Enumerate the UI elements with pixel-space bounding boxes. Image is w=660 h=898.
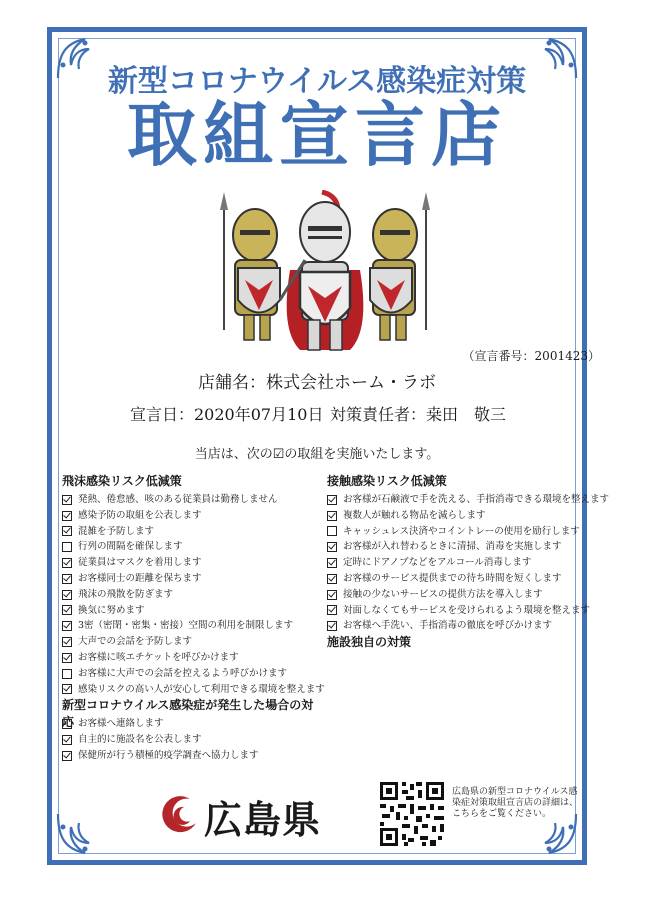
checklist-item xyxy=(62,666,317,682)
checklist-item xyxy=(62,634,317,650)
checklist-item-label: 自主的に施設名を公表します xyxy=(78,734,202,746)
checked-box-icon xyxy=(62,495,72,505)
checklist-item xyxy=(62,555,317,571)
contact-measures-list xyxy=(327,492,610,634)
checklist-item xyxy=(62,650,317,666)
checklist-item xyxy=(62,603,317,619)
checklist-item-label: 3密（密閉・密集・密接）空間の利用を制限します xyxy=(78,620,294,632)
checklist-item xyxy=(327,492,610,508)
checklist-item xyxy=(327,508,577,524)
qr-caption: 広島県の新型コロナウイルス感染症対策取組宣言店の詳細は、こちらをご覧ください。 xyxy=(452,787,579,819)
checked-box-icon xyxy=(62,605,72,615)
checked-box-icon xyxy=(62,511,72,521)
checklist-item xyxy=(62,748,317,764)
checklist-item-label: 接触の少ないサービスの提供方法を導入します xyxy=(343,588,543,600)
checklist-item xyxy=(62,539,317,555)
declaration-date: 宣言日：2020年07月10日 xyxy=(130,405,324,424)
checklist-item-label: お客様へ連絡します xyxy=(78,718,164,730)
checked-box-icon xyxy=(62,574,72,584)
qr-code[interactable] xyxy=(378,780,446,848)
checklist-item-label: 複数人が触れる物品を減らします xyxy=(343,509,486,521)
checklist-item-label: 感染予防の取組を公表します xyxy=(78,509,202,521)
unchecked-box-icon xyxy=(62,542,72,552)
section-heading: 新型コロナウイルス感染症が発生した場合の対応 xyxy=(62,698,314,730)
section-heading: 施設独自の対策 xyxy=(327,635,412,650)
knights-illustration xyxy=(210,190,440,360)
checklist-item-label: 換気に努めます xyxy=(78,604,145,616)
checked-box-icon xyxy=(62,653,72,663)
checked-box-icon xyxy=(62,621,72,631)
checklist-item xyxy=(327,555,577,571)
checklist-item xyxy=(62,571,317,587)
checked-box-icon xyxy=(62,590,72,600)
logo-text: 広島県 xyxy=(204,797,322,842)
checklist-item-label: キャッシュレス決済やコイントレーの使用を励行します xyxy=(343,525,580,537)
left-column xyxy=(62,473,325,764)
outbreak-measures-list xyxy=(62,716,317,763)
checked-box-icon xyxy=(62,751,72,761)
checklist-item-label: お客様同士の距離を保ちます xyxy=(78,572,202,584)
checked-box-icon xyxy=(327,574,337,584)
checked-box-icon xyxy=(327,605,337,615)
checklist-item-label: お客様へ手洗い、手指消毒の徹底を呼びかけます xyxy=(343,620,553,632)
unchecked-box-icon xyxy=(327,526,337,536)
checklist-item-label: お客様が石鹸液で手を洗える、手指消毒できる環境を整えます xyxy=(343,494,610,505)
droplet-measures-list xyxy=(62,492,325,697)
checklist-item-label: 定時にドアノブなどをアルコール消毒します xyxy=(343,557,532,569)
checklist-item-label: お客様に大声での会話を控えるよう呼びかけます xyxy=(78,667,288,679)
checklist-item-label: 感染リスクの高い人が安心して利用できる環境を整えます xyxy=(78,683,325,695)
checked-box-icon xyxy=(62,526,72,536)
checked-box-icon xyxy=(327,590,337,600)
checked-box-icon xyxy=(327,542,337,552)
checklist-item-label: 発熱、倦怠感、咳のある従業員は勤務しません xyxy=(78,494,278,505)
checklist-item xyxy=(327,618,577,634)
checklist-item xyxy=(327,524,580,540)
checklist-item xyxy=(62,618,317,634)
checklist-item xyxy=(62,492,317,508)
checklist-item-label: 保健所が行う積極的疫学調査へ協力します xyxy=(78,749,259,761)
unchecked-box-icon xyxy=(62,669,72,679)
section-heading: 接触感染リスク低減策 xyxy=(327,474,447,488)
checklist-item xyxy=(62,732,317,748)
checklist-item xyxy=(62,716,317,732)
checklist-item xyxy=(327,587,577,603)
checked-box-icon xyxy=(62,637,72,647)
checklist-item-label: 混雑を予防します xyxy=(78,525,155,537)
checklist-item-label: 対面しなくてもサービスを受けられるよう環境を整えます xyxy=(343,604,591,616)
title-line-1: 新型コロナウイルス感染症対策 xyxy=(107,64,527,99)
checked-box-icon xyxy=(62,558,72,568)
intro-text: 当店は、次の☑の取組を実施いたします。 xyxy=(194,447,440,462)
checklist-item xyxy=(62,524,317,540)
checklist-item xyxy=(62,682,325,698)
checklist-item-label: 行列の間隔を確保します xyxy=(78,541,183,553)
checked-box-icon xyxy=(327,558,337,568)
checked-box-icon xyxy=(327,495,337,505)
right-column xyxy=(327,473,610,653)
checklist-item xyxy=(327,571,577,587)
section-heading: 飛沫感染リスク低減策 xyxy=(62,474,182,488)
checked-box-icon xyxy=(327,511,337,521)
declaration-number: （宣言番号：2001423） xyxy=(462,349,600,363)
checked-box-icon xyxy=(62,735,72,745)
checklist-item xyxy=(62,587,317,603)
checklist-item-label: お客様に咳エチケットを呼びかけます xyxy=(78,651,239,663)
checklist-item xyxy=(327,539,577,555)
store-name: 店舗名：株式会社ホーム・ラボ xyxy=(198,373,436,393)
ornament-corner-icon xyxy=(55,811,101,857)
checklist-item-label: お客様が入れ替わるときに清掃、消毒を実施します xyxy=(343,541,562,553)
hiroshima-logo-mark-icon xyxy=(160,793,202,835)
title-line-2: 取組宣言店 xyxy=(127,93,507,176)
unchecked-box-icon xyxy=(62,719,72,729)
checklist-item-label: 従業員はマスクを着用します xyxy=(78,557,202,569)
checklist-item xyxy=(62,508,317,524)
checked-box-icon xyxy=(62,684,72,694)
checklist-item-label: お客様のサービス提供までの待ち時間を短くします xyxy=(343,572,562,584)
responsible-person: 対策責任者：桒田 敬三 xyxy=(330,405,507,424)
checked-box-icon xyxy=(327,621,337,631)
checklist-item-label: 飛沫の飛散を防ぎます xyxy=(78,588,174,600)
hiroshima-logo xyxy=(160,787,350,842)
checklist-item-label: 大声での会話を予防します xyxy=(78,636,193,648)
checklist-item xyxy=(327,603,591,619)
